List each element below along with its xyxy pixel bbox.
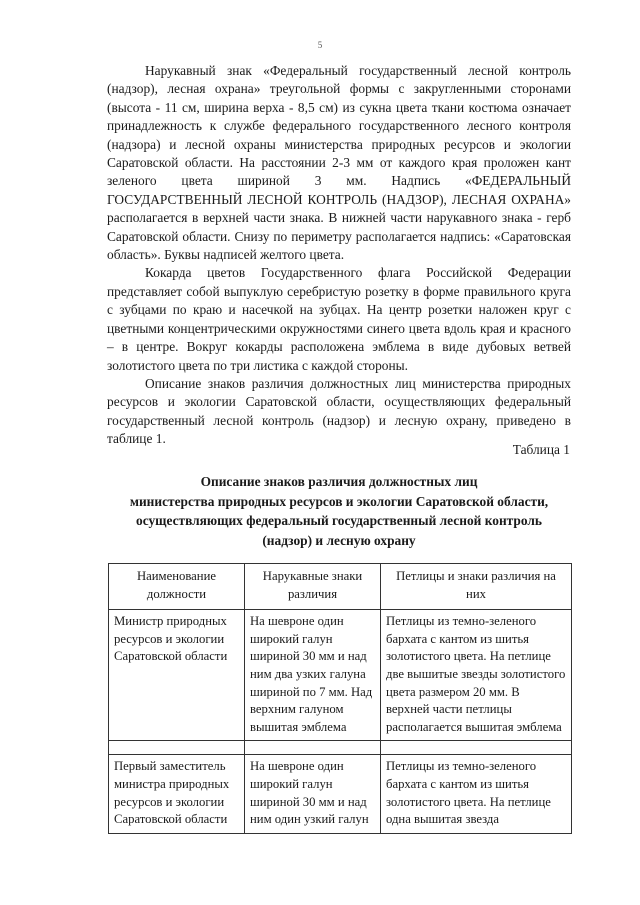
paragraph-cockade: Кокарда цветов Государственного флага Российской Федерации представляет собой выпуклую серебристую розетку в форме правильного круга с зубцами по краю и насечкой на зубцах. На центр розетки наложен круг с цветными концентрическими окружностями синего цвета вдоль края и красного – в центре. Вокруг кокарды расположена эмблема в виде дубовых ветвей золотистого цвета по три листика с каждой стороны.: [107, 265, 571, 373]
document-body: [107, 62, 571, 449]
insignia-table: [108, 563, 572, 834]
cell-collar-tabs: Петлицы из темно-зеленого бархата с кантом из шитья золотистого цвета. На петлице одна вышитая звезда: [381, 755, 572, 833]
table-title-line: (надзор) и лесную охрану: [262, 532, 416, 548]
paragraph-sleeve-badge: Нарукавный знак «Федеральный государственный лесной контроль (надзор), лесная охрана» треугольной формы с закругленными сторонами (высота - 11 см, ширина верха - 8,5 см) из сукна цвета ткани костюма означает принадлежность к службе федерального государственного лесного контроля (надзора) и лесной охраны министерства природных ресурсов и экологии Саратовской области. На расстоянии 2-3 мм от каждого края проложен кант зеленого цвета шириной 3 мм. Надпись «ФЕДЕРАЛЬНЫЙ ГОСУДАРСТВЕННЫЙ ЛЕСНОЙ КОНТРОЛЬ (НАДЗОР), ЛЕСНАЯ ОХРАНА» располагается в верхней части знака. В нижней части нарукавного знака - герб Саратовской области. Снизу по периметру располагается надпись: «Саратовская область». Буквы надписей желтого цвета.: [107, 63, 571, 263]
cell-sleeve-insignia: На шевроне один широкий галун шириной 30 мм и над ним два узких галуна шириной по 7 мм. Над верхним галуном вышитая эмблема: [245, 610, 381, 741]
cell-position: Первый заместитель министра природных ресурсов и экологии Саратовской области: [109, 755, 245, 833]
paragraph-table-intro: Описание знаков различия должностных лиц министерства природных ресурсов и экологии Саратовской области, осуществляющих федеральный государственный лесной контроль (надзор) и лесную охрану, приведено в таблице 1.: [107, 375, 571, 447]
table-label: Таблица 1: [512, 442, 570, 457]
table-title: [107, 472, 571, 550]
table-row-gap: [109, 741, 572, 755]
cell-sleeve-insignia: На шевроне один широкий галун шириной 30 мм и над ним один узкий галун: [245, 755, 381, 833]
table-title-line: осуществляющих федеральный государственный лесной контроль: [136, 513, 542, 528]
header-collar-tabs: Петлицы и знаки различия на них: [381, 564, 572, 610]
header-sleeve-insignia: Нарукавные знаки различия: [245, 564, 381, 610]
table-row: [109, 755, 572, 833]
table-title-line: министерства природных ресурсов и экологии Саратовской области,: [129, 493, 549, 509]
cell-position: Министр природных ресурсов и экологии Саратовской области: [109, 610, 245, 741]
table-title-line: Описание знаков различия должностных лиц: [200, 474, 478, 489]
cell-collar-tabs: Петлицы из темно-зеленого бархата с кантом из шитья золотистого цвета. На петлице две вышитые звезды золотистого цвета размером 20 мм. В верхней части петлицы располагается вышитая эмблема: [381, 610, 572, 741]
table-header-row: [109, 564, 572, 610]
page-number: 5: [317, 40, 323, 50]
header-position: Наименование должности: [109, 564, 245, 610]
table-row: [109, 610, 572, 741]
